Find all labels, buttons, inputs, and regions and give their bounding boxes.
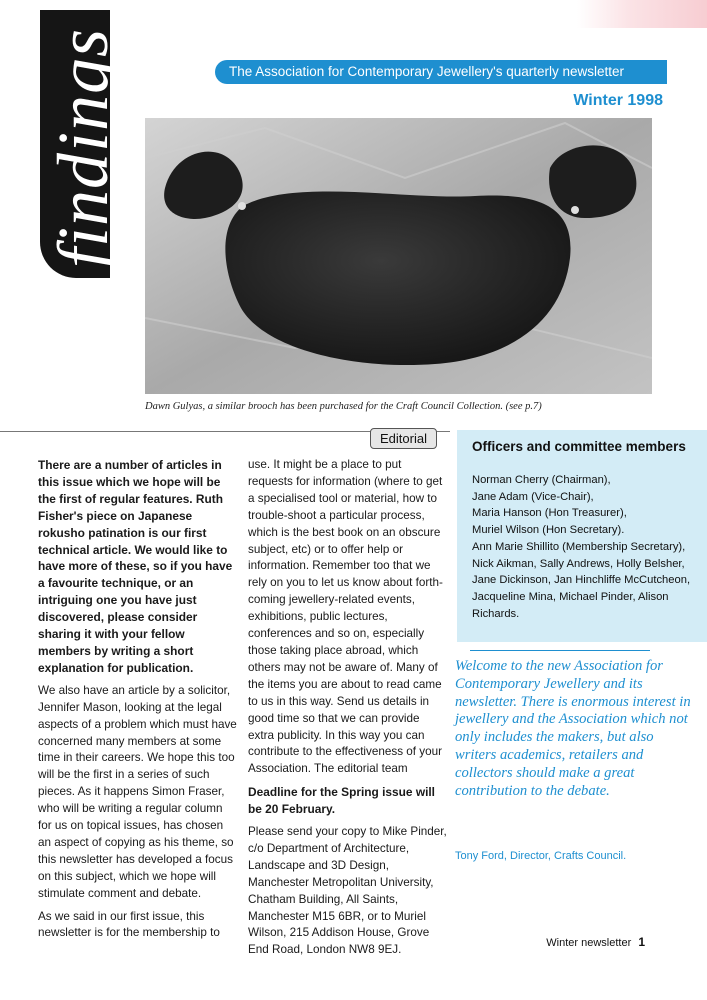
officer-entry: Maria Hanson (Hon Treasurer), — [472, 507, 627, 520]
pull-quote: Welcome to the new Association for Contemporary Jewellery and its newsletter. There is enormous interest in jewellery and the Association which not only includes the makers, but also writers academics, retailers and collectors should make a great contribution to the debate. — [455, 658, 691, 799]
editorial-column-2 — [248, 457, 448, 965]
feature-photo — [145, 118, 652, 394]
corner-accent — [577, 0, 707, 28]
masthead-subtitle-bar: The Association for Contemporary Jewellery's quarterly newsletter — [215, 60, 667, 84]
officer-entry: Norman Cherry (Chairman), — [472, 474, 611, 486]
officer-entry: Jane Adam (Vice-Chair), — [472, 490, 594, 503]
editorial-column-1 — [38, 457, 238, 948]
editorial-paragraph: As we said in our first issue, this newsletter is for the membership to — [38, 909, 220, 940]
officer-entry: Ann Marie Shillito (Membership Secretary), Nick Aikman, Sally Andrews, Holly Belsher, Jane Dickinson, Jan Hinchliffe McCutcheon, Jacqueline Mina, Michael Pinder, Alison Richards. — [472, 540, 691, 620]
footer-label: Winter newsletter — [546, 937, 632, 949]
quote-rule — [470, 650, 650, 651]
editorial-paragraph: use. It might be a place to put requests for information (where to get a specialised tool or material, how to trouble-shoot a particular process, which is the best book on an obscure subject, etc) or to offer help or information. Remember too that we rely on you to let us know about forth-coming jewellery-related events, exhibitions, public lectures, conferences and so on, especially those taking place abroad, which others may not be aware of. Many of the items you are about to read came to us in this way. Send us details in good time so that we can provide extra publicity. In this way you can contribute to the effectiveness of your Association. The editorial team — [248, 458, 443, 776]
deadline-notice: Deadline for the Spring issue will be 20 February. — [248, 785, 435, 817]
officers-list — [472, 472, 700, 622]
photo-caption: Dawn Gulyas, a similar brooch has been purchased for the Craft Council Collection. (see p.7) — [145, 401, 542, 412]
masthead-title: findings — [43, 27, 123, 268]
editorial-tab: Editorial — [370, 428, 437, 449]
submission-address: Please send your copy to Mike Pinder, c/o Department of Architecture, Landscape and 3D Design, Manchester Metropolitan University, Chatham Building, All Saints, Manchester M15 6BR, or to Muriel Wilson, 215 Addison House, Grove End Road, London NW8 9EJ. — [248, 825, 447, 957]
officers-title: Officers and committee members — [472, 439, 686, 454]
editorial-paragraph: We also have an article by a solicitor, Jennifer Mason, looking at the legal aspects of a problem which must have concerned many members at some time in their careers. We hope this too will be the first in a series of such pieces. As it happens Simon Fraser, who will be writing a regular column for us on topical issues, has chosen an aspect of copying as his theme, so this newsletter has developed a focus on this subject, which we hope will stimulate comment and debate. — [38, 683, 237, 900]
editorial-lead: There are a number of articles in this issue which we hope will be the first of regular features. Ruth Fisher's piece on Japanese rokusho patination is our first technical article. We would like to have more of these, so if you have a favourite technique, or an intriguing one you have just discovered, please consider sharing it with your fellow members by writing a short explanation for publication. — [38, 458, 233, 675]
page-footer — [546, 935, 645, 949]
issue-date: Winter 1998 — [573, 92, 663, 109]
quote-attribution: Tony Ford, Director, Crafts Council. — [455, 850, 627, 862]
brooch-photo-illustration — [145, 118, 652, 394]
officer-entry: Muriel Wilson (Hon Secretary). — [472, 524, 625, 537]
page-number: 1 — [638, 935, 645, 949]
